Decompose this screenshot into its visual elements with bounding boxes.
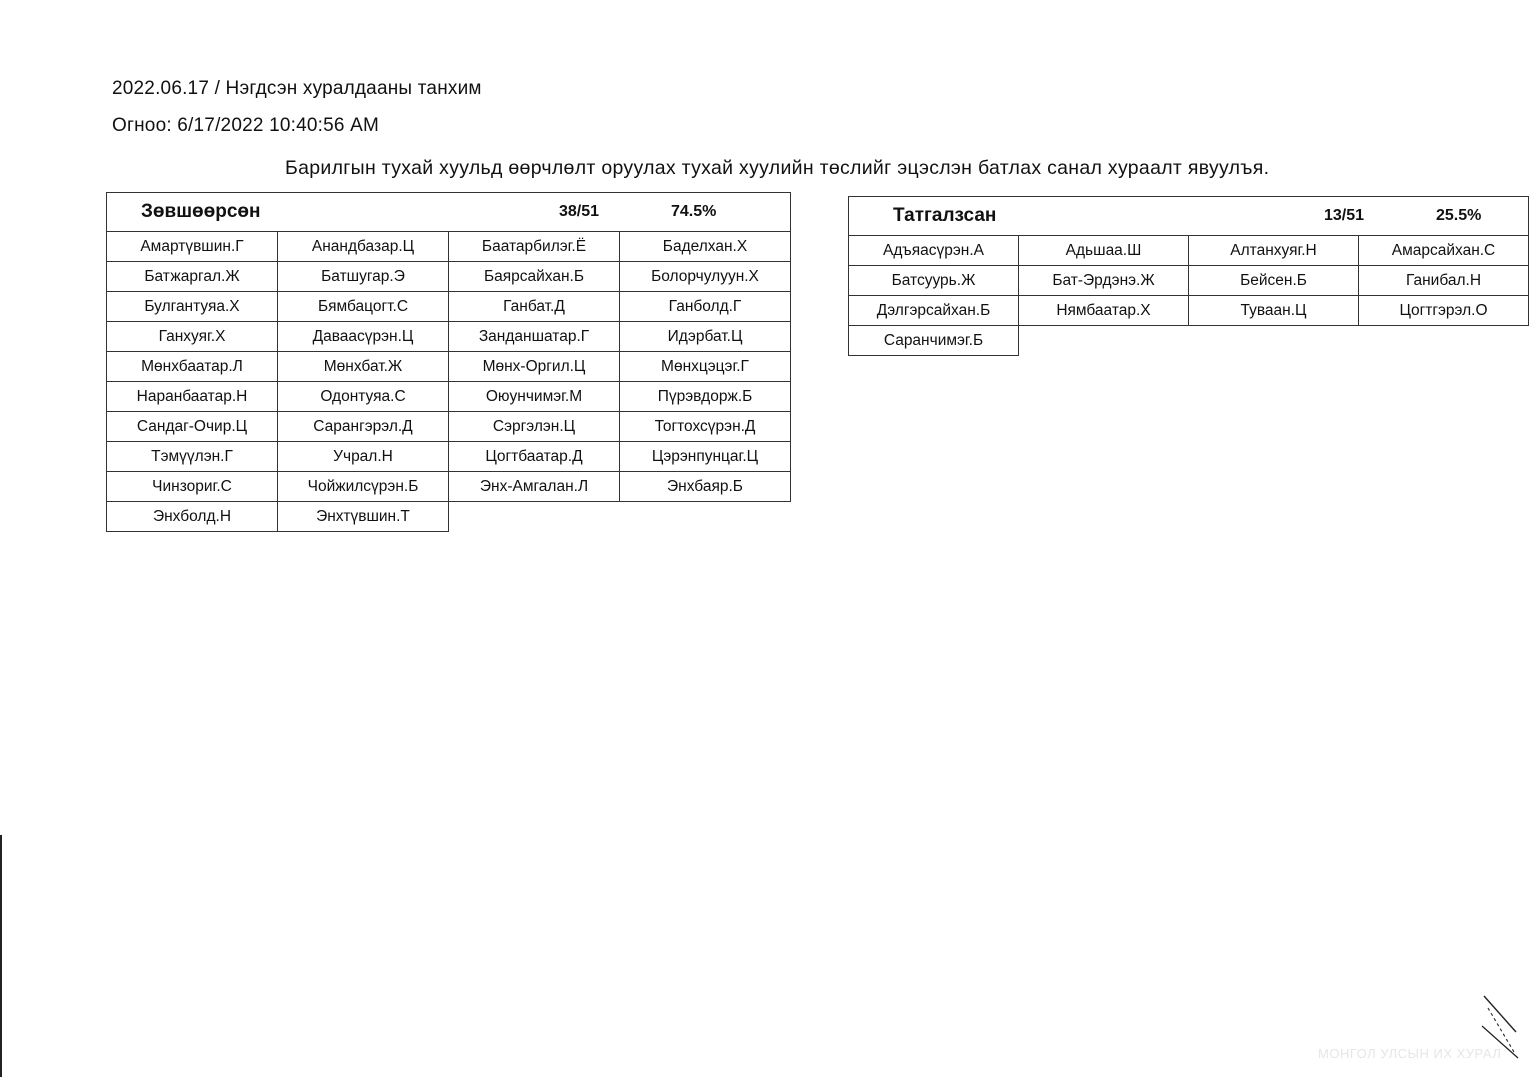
member-name: Энх-Амгалан.Л [449,472,620,502]
member-name: Пүрэвдорж.Б [620,382,791,412]
member-name: Адьшаа.Ш [1019,236,1189,266]
approve-label: Зөвшөөрсөн [141,201,261,222]
empty-cell [1019,326,1189,356]
member-name: Батжаргал.Ж [107,262,278,292]
empty-cell [449,502,620,532]
member-name: Энхтүвшин.Т [278,502,449,532]
table-row [107,292,791,322]
table-row [107,352,791,382]
member-name: Цэрэнпунцаг.Ц [620,442,791,472]
member-name: Туваан.Ц [1189,296,1359,326]
approve-percent: 74.5% [671,203,717,220]
table-row [107,382,791,412]
reject-label: Татгалзсан [893,205,997,226]
table-row [107,442,791,472]
member-name: Сарангэрэл.Д [278,412,449,442]
watermark: МОНГОЛ УЛСЫН ИХ ХУРАЛ [1318,1046,1502,1061]
approve-count: 38/51 [559,203,600,220]
member-name: Мөнхбат.Ж [278,352,449,382]
member-name: Дэлгэрсайхан.Б [849,296,1019,326]
approve-vote-table [106,192,791,532]
table-row [849,296,1529,326]
member-name: Одонтуяа.С [278,382,449,412]
reject-header [849,197,1529,236]
member-name: Баярсайхан.Б [449,262,620,292]
member-name: Амартүвшин.Г [107,232,278,262]
member-name: Оюунчимэг.М [449,382,620,412]
table-row [107,472,791,502]
member-name: Даваасүрэн.Ц [278,322,449,352]
member-name: Бямбацогт.С [278,292,449,322]
member-name: Ганибал.Н [1359,266,1529,296]
table-row [107,262,791,292]
member-name: Батшугар.Э [278,262,449,292]
member-name: Сандаг-Очир.Ц [107,412,278,442]
member-name: Цогтбаатар.Д [449,442,620,472]
member-name: Бат-Эрдэнэ.Ж [1019,266,1189,296]
member-name: Энхболд.Н [107,502,278,532]
table-row [107,322,791,352]
member-name: Бейсен.Б [1189,266,1359,296]
table-row [107,502,791,532]
table-row [849,326,1529,356]
member-name: Энхбаяр.Б [620,472,791,502]
member-name: Мөнх-Оргил.Ц [449,352,620,382]
date-location-line: 2022.06.17 / Нэгдсэн хуралдааны танхим [112,78,482,99]
member-name: Амарсайхан.С [1359,236,1529,266]
member-name: Наранбаатар.Н [107,382,278,412]
member-name: Анандбазар.Ц [278,232,449,262]
timestamp-line: Огноо: 6/17/2022 10:40:56 AM [112,115,380,136]
member-name: Баделхан.Х [620,232,791,262]
reject-count: 13/51 [1324,207,1365,224]
table-row [107,232,791,262]
member-name: Цогтгэрэл.О [1359,296,1529,326]
table-row [107,412,791,442]
member-name: Ганхуяг.Х [107,322,278,352]
scan-edge-line [0,835,2,1077]
member-name: Сэргэлэн.Ц [449,412,620,442]
member-name: Ганбат.Д [449,292,620,322]
approve-header [107,193,791,232]
member-name: Мөнхбаатар.Л [107,352,278,382]
member-name: Батсуурь.Ж [849,266,1019,296]
member-name: Болорчулуун.Х [620,262,791,292]
empty-cell [1359,326,1529,356]
member-name: Баатарбилэг.Ё [449,232,620,262]
member-name: Чинзориг.С [107,472,278,502]
member-name: Занданшатар.Г [449,322,620,352]
member-name: Тэмүүлэн.Г [107,442,278,472]
member-name: Адъяасүрэн.А [849,236,1019,266]
member-name: Нямбаатар.Х [1019,296,1189,326]
member-name: Тогтохсүрэн.Д [620,412,791,442]
reject-percent: 25.5% [1436,207,1482,224]
member-name: Алтанхуяг.Н [1189,236,1359,266]
member-name: Саранчимэг.Б [849,326,1019,356]
member-name: Чойжилсүрэн.Б [278,472,449,502]
member-name: Учрал.Н [278,442,449,472]
member-name: Булгантуяа.Х [107,292,278,322]
member-name: Ганболд.Г [620,292,791,322]
stamp-mark-icon [1478,992,1522,1060]
empty-cell [620,502,791,532]
table-row [849,236,1529,266]
table-row [849,266,1529,296]
member-name: Мөнхцэцэг.Г [620,352,791,382]
member-name: Идэрбат.Ц [620,322,791,352]
motion-text: Барилгын тухай хуульд өөрчлөлт оруулах тухай хуулийн төслийг эцэслэн батлах санал хураалт явуулъя. [285,157,1270,179]
empty-cell [1189,326,1359,356]
reject-vote-table [848,196,1529,356]
